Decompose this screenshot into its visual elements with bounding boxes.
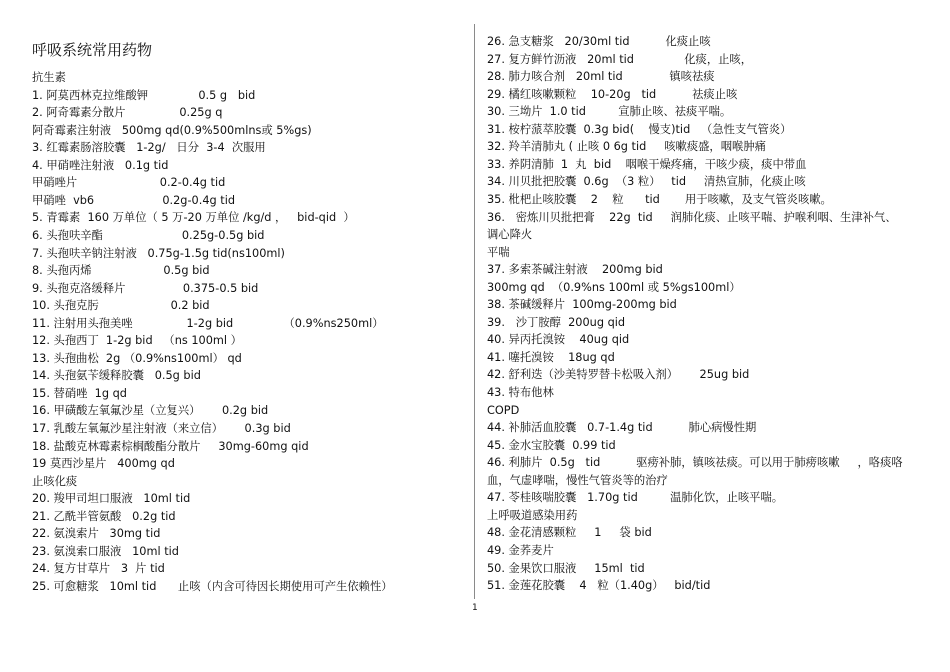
text-line: 27. 复方鲜竹沥液 20ml tid 化痰，止咳， — [487, 52, 753, 66]
text-line: 38. 茶碱缓释片 100mg-200mg bid — [487, 298, 677, 312]
text-line: 20. 羧甲司坦口服液 10ml tid — [32, 492, 191, 506]
text-line: 46. 利肺片 0.5g tid 驱痨补肺，镇咳祛痰。可以用于肺痨咳嗽 ，咯痰咯 — [487, 456, 903, 470]
text-line: 阿奇霉素注射液 500mg qd(0.9%500mlns或 5%gs) — [32, 123, 312, 137]
text-line: 上呼吸道感染用药 — [487, 508, 578, 522]
text-line: 28. 肺力咳合剂 20ml tid 镇咳祛痰 — [487, 70, 715, 84]
text-line: 11. 注射用头孢美唑 1-2g bid （0.9%ns250ml） — [32, 316, 384, 330]
column-divider — [474, 24, 475, 599]
text-line: 48. 金花清感颗粒 1 袋 bid — [487, 526, 652, 540]
text-line: 24. 复方甘草片 3 片 tid — [32, 562, 165, 576]
text-line: 50. 金果饮口服液 15ml tid — [487, 561, 645, 575]
text-line: 15. 替硝唑 1g qd — [32, 386, 127, 400]
text-line: 19 莫西沙星片 400mg qd — [32, 457, 175, 471]
text-line: 2. 阿奇霉素分散片 0.25g q — [32, 106, 223, 120]
text-line: 4. 甲硝唑注射液 0.1g tid — [32, 158, 169, 172]
page-number: 1 — [472, 603, 478, 613]
text-line: 23. 氨溴索口服液 10ml tid — [32, 544, 179, 558]
text-line: 9. 头孢克洛缓释片 0.375-0.5 bid — [32, 281, 259, 295]
text-line: 35. 枇杷止咳胶囊 2 粒 tid 用于咳嗽，及支气管炎咳嗽。 — [487, 192, 832, 206]
text-line: 甲硝唑片 0.2-0.4g tid — [32, 176, 226, 190]
text-line: 36. 密炼川贝批把膏 22g tid 润肺化痰、止咳平喘、护喉利咽、生津补气、 — [487, 210, 897, 224]
text-line: 47. 苓桂咳喘胶囊 1.70g tid 温肺化饮，止咳平喘。 — [487, 491, 784, 505]
text-line: 5. 青霉素 160 万单位（ 5 万-20 万单位 /kg/d ， bid-qid ） — [32, 211, 355, 225]
text-line: 21. 乙酰半管氨酸 0.2g tid — [32, 509, 176, 523]
text-line: 平喘 — [487, 245, 510, 259]
text-line: 33. 养阴清肺 1 丸 bid 咽喉干燥疼痛，干咳少痰，痰中带血 — [487, 157, 807, 171]
text-line: 10. 头孢克肟 0.2 bid — [32, 299, 210, 313]
text-line: 调心降火 — [487, 228, 533, 242]
text-line: 44. 补肺活血胶囊 0.7-1.4g tid 肺心病慢性期 — [487, 421, 757, 435]
text-line: 34. 川贝批把胶囊 0.6g （3 粒） tid 清热宣肺，化痰止咳 — [487, 175, 806, 189]
text-line: 7. 头孢呋辛钠注射液 0.75g-1.5g tid(ns100ml) — [32, 246, 285, 260]
text-line: 51. 金莲花胶囊 4 粒（1.40g） bid/tid — [487, 579, 711, 593]
text-line: COPD — [487, 403, 520, 417]
text-line: 29. 橘红咳嗽颗粒 10-20g tid 祛痰止咳 — [487, 87, 738, 101]
text-line: 31. 桉柠蒎萃胶囊 0.3g bid( 慢支)tid （急性支气管炎） — [487, 122, 792, 136]
page-title: 呼吸系统常用药物 — [32, 41, 153, 59]
text-line: 止咳化痰 — [32, 474, 78, 488]
text-line: 抗生素 — [32, 71, 66, 84]
text-line: 30. 三坳片 1.0 tid 宣肺止咳、祛痰平喘。 — [487, 105, 732, 119]
text-line: 43. 特布他林 — [487, 386, 554, 399]
text-line: 12. 头孢西丁 1-2g bid （ns 100ml ） — [32, 334, 242, 348]
text-line: 18. 盐酸克林霉素棕榈酸酯分散片 30mg-60mg qid — [32, 439, 309, 453]
text-line: 42. 舒利迭（沙美特罗替卡松吸入剂） 25ug bid — [487, 368, 750, 382]
text-line: 37. 多索茶碱注射液 200mg bid — [487, 263, 663, 277]
text-line: 14. 头孢氨苄缓释胶囊 0.5g bid — [32, 369, 201, 383]
text-line: 41. 噻托溴铵 18ug qd — [487, 350, 615, 364]
text-line: 6. 头孢呋辛酯 0.25g-0.5g bid — [32, 228, 265, 242]
text-line: 22. 氨溴索片 30mg tid — [32, 527, 161, 541]
text-line: 血，气虚哮喘，慢性气管炎等的治疗 — [487, 473, 668, 487]
text-line: 8. 头孢丙烯 0.5g bid — [32, 264, 210, 278]
text-line: 16. 甲磺酸左氧氟沙星（立复兴） 0.2g bid — [32, 404, 269, 418]
text-line: 45. 金水宝胶囊 0.99 tid — [487, 438, 616, 452]
text-line: 49. 金荞麦片 — [487, 543, 554, 557]
text-line: 13. 头孢曲松 2g （0.9%ns100ml） qd — [32, 351, 242, 365]
text-line: 40. 异丙托溴铵 40ug qid — [487, 333, 630, 347]
text-line: 17. 乳酸左氧氟沙星注射液（来立信） 0.3g bid — [32, 422, 291, 435]
text-line: 甲硝唑 vb6 0.2g-0.4g tid — [32, 193, 236, 207]
text-line: 25. 可愈糖浆 10ml tid 止咳（内含可待因长期使用可产生依赖性） — [32, 579, 393, 593]
text-line: 32. 羚羊清肺丸 ( 止咳 0 6g tid 咳嗽痰盛，咽喉肿痛 — [487, 140, 766, 154]
text-line: 39. 沙丁胺醇 200ug qid — [487, 315, 626, 329]
text-line: 300mg qd （0.9%ns 100ml 或 5%gs100ml） — [487, 280, 741, 294]
text-line: 26. 急支糖浆 20/30ml tid 化痰止咳 — [487, 35, 711, 48]
text-line: 1. 阿莫西林克拉维酸钾 0.5 g bid — [32, 88, 256, 102]
text-line: 3. 红霉素肠溶胶囊 1-2g/ 日分 3-4 次服用 — [32, 141, 266, 155]
